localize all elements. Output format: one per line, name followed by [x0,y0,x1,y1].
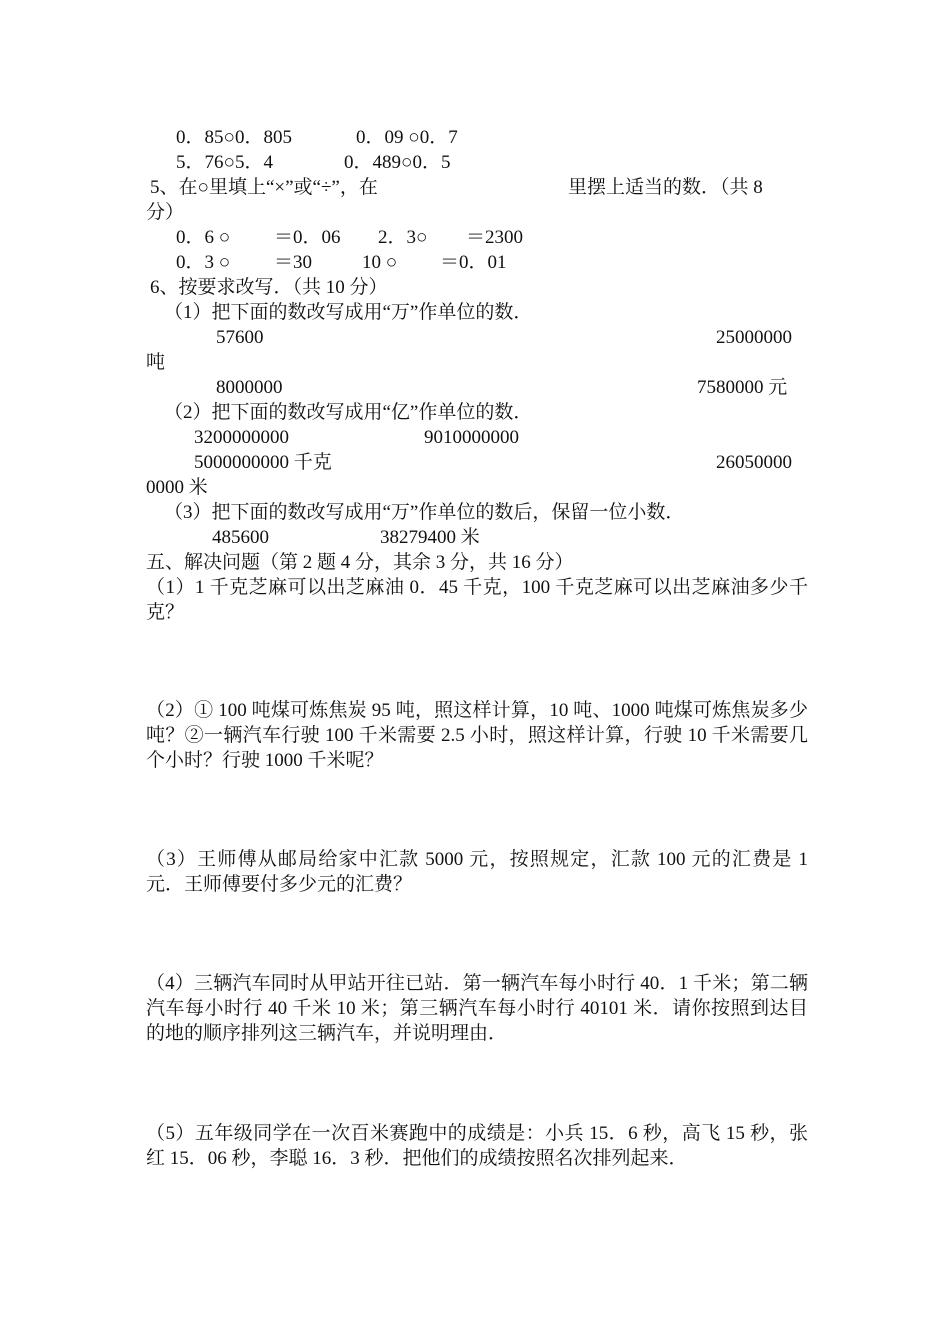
q5-title-part2: 里摆上适当的数．（共 8 [568,177,763,198]
problem-4: （4）三辆汽车同时从甲站开往已站．第一辆汽车每小时行 40．1 千米；第二辆汽车每小时行 40 千米 10 米；第三辆汽车每小时行 40101 米．请你按照到达目的地的顺序排列这三辆汽车，并说明理由． [146,973,808,1044]
q6-sub1-item-b: 25000000 [716,327,792,348]
q6-sub2-item-c: 5000000000 千克 [194,452,332,473]
q6-sub1-item-c: 8000000 [216,377,283,398]
q6-sub1-instruction: （1）把下面的数改写成用“万”作单位的数． [164,302,533,323]
q5-row1-b: ＝0．06 [274,227,341,248]
q6-sub3-instruction: （3）把下面的数改写成用“万”作单位的数后，保留一位小数． [164,502,685,523]
q5-row2-b: ＝30 [274,252,313,273]
q6-sub3-item-a: 485600 [212,527,269,548]
q5-row1-c: 2．3○ [378,227,428,248]
q5-row1-d: ＝2300 [466,227,524,248]
q6-sub3-item-b: 38279400 米 [380,527,480,548]
q5-row2-c: 10 ○ [362,252,398,273]
q6-sub2-item-d: 26050000 [716,452,792,473]
q5-row1-a: 0．6 ○ [176,227,231,248]
q6-sub2-item-d-cont: 0000 米 [146,477,208,498]
compare-row2-a: 5．76○5．4 [176,152,273,173]
compare-row2-b: 0．489○0．5 [344,152,451,173]
q6-sub1-item-b-cont: 吨 [146,352,166,373]
q6-sub1-item-a: 57600 [216,327,264,348]
problem-5: （5）五年级同学在一次百米赛跑中的成绩是：小兵 15．6 秒，高飞 15 秒，张红 15．06 秒，李聪 16．3 秒．把他们的成绩按照名次排列起来． [146,1123,808,1169]
section5-title: 五、解决问题（第 2 题 4 分，其余 3 分，共 16 分） [146,552,574,573]
q5-title-part1: 5、在○里填上“×”或“÷”，在 [150,177,378,198]
q6-sub2-instruction: （2）把下面的数改写成用“亿”作单位的数． [164,402,533,423]
problem-3: （3）王师傅从邮局给家中汇款 5000 元，按照规定，汇款 100 元的汇费是 1 元．王师傅要付多少元的汇费？ [146,849,808,895]
q6-title: 6、按要求改写．（共 10 分） [150,277,388,298]
problem-1: （1）1 千克芝麻可以出芝麻油 0．45 千克，100 千克芝麻可以出芝麻油多少千克？ [146,577,808,623]
q5-title-cont: 分） [146,202,185,223]
q5-row2-d: ＝0．01 [440,252,507,273]
q6-sub1-item-d: 7580000 元 [697,377,788,398]
problem-2: （2）① 100 吨煤可炼焦炭 95 吨，照这样计算，10 吨、1000 吨煤可炼焦炭多少吨？②一辆汽车行驶 100 千米需要 2.5 小时，照这样计算，行驶 10 千米需要几个小时？行驶 1000 千米呢？ [146,700,808,771]
compare-row1-a: 0．85○0．805 [176,127,292,148]
q5-row2-a: 0．3 ○ [176,252,231,273]
q6-sub2-item-b: 9010000000 [424,427,519,448]
q6-sub2-item-a: 3200000000 [194,427,289,448]
compare-row1-b: 0．09 ○0．7 [356,127,458,148]
